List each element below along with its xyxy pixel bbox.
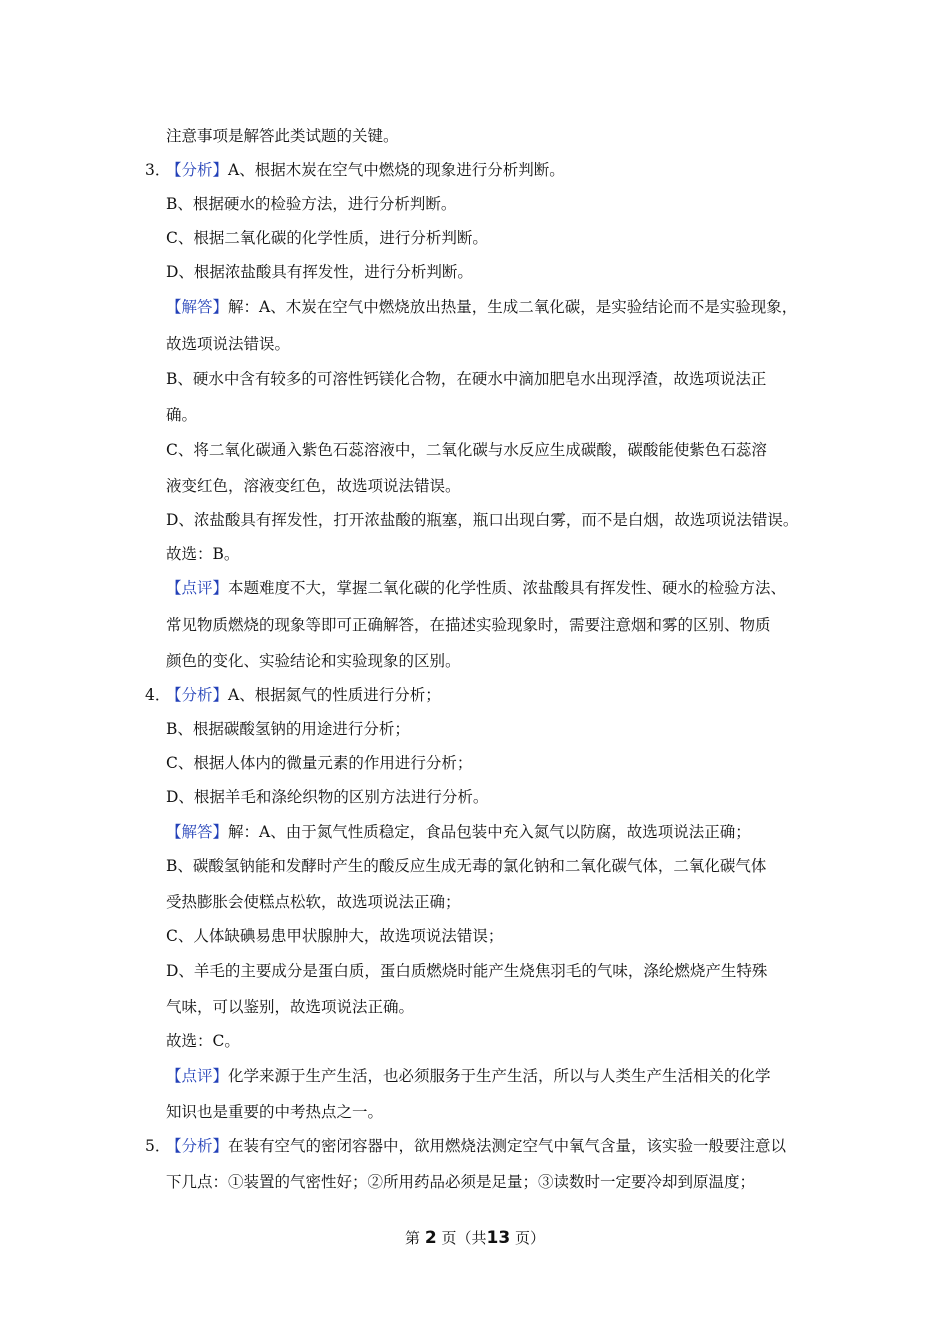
text-line <box>166 334 290 354</box>
line-text: 化学来源于生产生活，也必须服务于生产生活，所以与人类生产生活相关的化学 <box>228 1067 771 1085</box>
section-tag: 【解答】 <box>166 298 229 316</box>
line-text: D、根据羊毛和涤纶织物的区别方法进行分析。 <box>166 788 489 806</box>
text-line <box>166 405 197 425</box>
line-text: C、人体缺碘易患甲状腺肿大，故选项说法错误； <box>166 927 504 945</box>
section-tag: 【点评】 <box>166 579 229 597</box>
text-line <box>166 476 461 496</box>
line-text: 注意事项是解答此类试题的关键。 <box>166 127 399 145</box>
line-text: 知识也是重要的中考热点之一。 <box>166 1103 384 1121</box>
text-line <box>166 126 399 146</box>
line-text: D、羊毛的主要成分是蛋白质，蛋白质燃烧时能产生烧焦羽毛的气味，涤纶燃烧产生特殊 <box>166 962 768 980</box>
line-text: 确。 <box>166 406 198 424</box>
text-line <box>166 1102 383 1122</box>
text-line <box>166 262 473 282</box>
line-text: 解：A、由于氮气性质稳定，食品包装中充入氮气以防腐，故选项说法正确； <box>228 823 751 841</box>
footer-total-pages: 13 <box>486 1228 511 1248</box>
line-text: 故选：B。 <box>166 545 240 563</box>
text-line <box>166 194 456 214</box>
text-line <box>166 510 798 530</box>
text-line <box>166 615 771 635</box>
text-line <box>166 822 751 842</box>
line-text: 本题难度不大，掌握二氧化碳的化学性质、浓盐酸具有挥发性、硬水的检验方法、 <box>228 579 787 597</box>
footer-prefix: 第 <box>405 1229 421 1247</box>
text-line <box>145 160 565 180</box>
line-text: 液变红色，溶液变红色，故选项说法错误。 <box>166 477 461 495</box>
question-number: 5． <box>145 1137 171 1155</box>
text-line <box>166 651 461 671</box>
text-line <box>166 297 797 317</box>
line-text: A、根据氮气的性质进行分析； <box>228 686 441 704</box>
text-line <box>166 578 786 598</box>
text-line <box>166 440 767 460</box>
line-text: 故选项说法错误。 <box>166 335 291 353</box>
line-text: 颜色的变化、实验结论和实验现象的区别。 <box>166 652 461 670</box>
section-tag: 【解答】 <box>166 823 229 841</box>
text-line <box>166 856 766 876</box>
line-text: C、根据二氧化碳的化学性质，进行分析判断。 <box>166 229 488 247</box>
text-line <box>166 961 767 981</box>
text-line <box>166 926 503 946</box>
text-line <box>166 997 414 1017</box>
line-text: 常见物质燃烧的现象等即可正确解答，在描述实验现象时，需要注意烟和雾的区别、物质 <box>166 616 771 634</box>
line-text: A、根据木炭在空气中燃烧的现象进行分析判断。 <box>228 161 565 179</box>
section-tag: 【点评】 <box>166 1067 229 1085</box>
line-text: B、碳酸氢钠能和发酵时产生的酸反应生成无毒的氯化钠和二氧化碳气体，二氧化碳气体 <box>166 857 767 875</box>
section-tag: 【分析】 <box>166 686 229 704</box>
text-line <box>166 228 488 248</box>
line-text: B、根据碳酸氢钠的用途进行分析； <box>166 720 410 738</box>
text-line <box>166 369 766 389</box>
question-number: 3． <box>145 161 171 179</box>
line-text: 解：A、木炭在空气中燃烧放出热量，生成二氧化碳，是实验结论而不是实验现象， <box>228 298 798 316</box>
footer-middle: 页（共 <box>441 1229 487 1247</box>
line-text: 受热膨胀会使糕点松软，故选项说法正确； <box>166 893 461 911</box>
line-text: D、根据浓盐酸具有挥发性，进行分析判断。 <box>166 263 473 281</box>
line-text: B、硬水中含有较多的可溶性钙镁化合物，在硬水中滴加肥皂水出现浮渣，故选项说法正 <box>166 370 767 388</box>
text-line <box>166 1031 240 1051</box>
text-line <box>166 1066 771 1086</box>
section-tag: 【分析】 <box>166 161 229 179</box>
text-line <box>166 544 239 564</box>
text-line <box>145 1136 786 1156</box>
text-line <box>166 892 461 912</box>
text-line <box>145 685 441 705</box>
page-footer <box>0 1228 950 1248</box>
line-text: 下几点：①装置的气密性好；②所用药品必须是足量；③读数时一定要冷却到原温度； <box>166 1173 756 1191</box>
line-text: D、浓盐酸具有挥发性，打开浓盐酸的瓶塞，瓶口出现白雾，而不是白烟，故选项说法错误。 <box>166 511 799 529</box>
line-text: 在装有空气的密闭容器中，欲用燃烧法测定空气中氧气含量，该实验一般要注意以 <box>228 1137 787 1155</box>
section-tag: 【分析】 <box>166 1137 229 1155</box>
line-text: C、根据人体内的微量元素的作用进行分析； <box>166 754 473 772</box>
text-line <box>166 1172 755 1192</box>
footer-page-number: 2 <box>424 1228 437 1248</box>
footer-suffix: 页） <box>514 1229 545 1247</box>
line-text: B、根据硬水的检验方法，进行分析判断。 <box>166 195 457 213</box>
text-line <box>166 719 410 739</box>
line-text: C、将二氧化碳通入紫色石蕊溶液中，二氧化碳与水反应生成碳酸，碳酸能使紫色石蕊溶 <box>166 441 767 459</box>
text-line <box>166 787 488 807</box>
question-number: 4． <box>145 686 171 704</box>
line-text: 故选：C。 <box>166 1032 240 1050</box>
text-line <box>166 753 472 773</box>
line-text: 气味，可以鉴别，故选项说法正确。 <box>166 998 415 1016</box>
